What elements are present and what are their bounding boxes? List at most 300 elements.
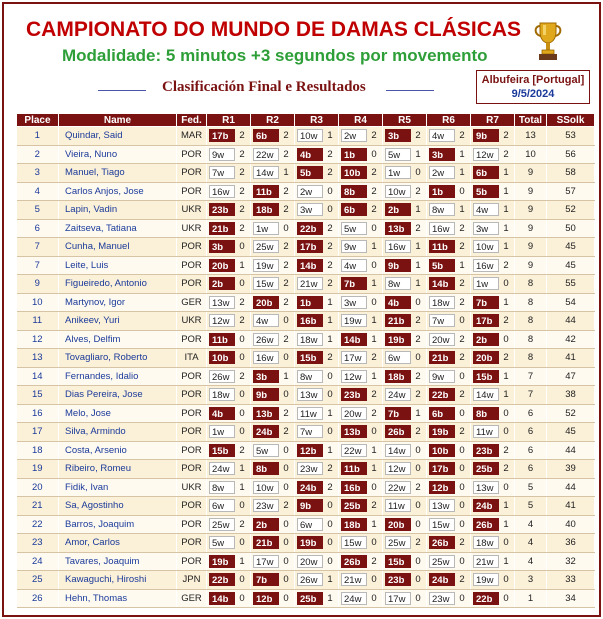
game-score: 2 [459,537,465,549]
game-score: 0 [459,481,465,493]
opponent-white: 24w [385,388,411,401]
round-result-cell [427,330,471,349]
game-score: 2 [239,130,245,142]
round-result-cell [383,534,427,553]
game-score: 0 [327,389,333,401]
opponent-black: 23b [209,203,235,216]
table-row [17,497,595,516]
opponent-black: 11b [429,240,455,253]
opponent-black: 21b [209,222,235,235]
player-name: Vieira, Nuno [59,145,177,164]
place-cell: 26 [17,589,59,608]
opponent-white: 5w [385,148,411,161]
ssolk-cell: 36 [547,534,595,553]
opponent-black: 6b [473,166,499,179]
player-name: Hehn, Thomas [59,589,177,608]
opponent-black: 25b [341,499,367,512]
opponent-black: 25b [473,462,499,475]
column-header: R4 [339,114,383,127]
game-score: 1 [503,241,509,253]
opponent-black: 18b [253,203,279,216]
round-result-cell [295,534,339,553]
round-result-cell [295,219,339,238]
federation-cell: POR [177,441,207,460]
opponent-white: 25w [429,555,455,568]
round-result-cell [207,349,251,368]
opponent-white: 23w [253,499,279,512]
game-score: 0 [327,426,333,438]
game-score: 0 [239,407,245,419]
federation-cell: POR [177,497,207,516]
game-score: 0 [283,518,289,530]
round-result-cell [295,478,339,497]
round-result-cell [207,589,251,608]
game-score: 1 [503,370,509,382]
game-score: 1 [415,259,421,271]
table-row [17,589,595,608]
player-name: Anikeev, Yuri [59,312,177,331]
column-header: R7 [471,114,515,127]
round-result-cell [207,238,251,257]
game-score: 1 [503,204,509,216]
opponent-white: 4w [341,259,367,272]
ssolk-cell: 38 [547,386,595,405]
opponent-white: 18w [297,333,323,346]
game-score: 1 [371,241,377,253]
game-score: 1 [371,444,377,456]
game-score: 2 [283,259,289,271]
opponent-black: 7b [341,277,367,290]
round-result-cell [471,182,515,201]
round-result-cell [251,349,295,368]
venue-date: 9/5/2024 [511,88,555,100]
player-name: Leite, Luis [59,256,177,275]
table-row [17,404,595,423]
ssolk-cell: 33 [547,571,595,590]
game-score: 1 [459,167,465,179]
opponent-white: 16w [209,185,235,198]
round-result-cell [383,441,427,460]
table-row [17,238,595,257]
round-result-cell [383,404,427,423]
player-name: Fidik, Ivan [59,478,177,497]
opponent-black: 17b [209,129,235,142]
opponent-white: 15w [429,518,455,531]
game-score: 1 [327,444,333,456]
round-result-cell [383,423,427,442]
game-score: 0 [239,241,245,253]
opponent-black: 19b [385,333,411,346]
game-score: 1 [503,167,509,179]
player-name: Lapin, Vadin [59,201,177,220]
opponent-black: 9b [297,499,323,512]
round-result-cell [471,164,515,183]
ssolk-cell: 45 [547,256,595,275]
game-score: 2 [239,315,245,327]
opponent-white: 6w [209,499,235,512]
opponent-white: 1w [385,166,411,179]
table-row [17,256,595,275]
game-score: 2 [415,426,421,438]
round-result-cell [471,256,515,275]
game-score: 2 [327,463,333,475]
round-result-cell [427,145,471,164]
game-score: 2 [459,130,465,142]
opponent-black: 15b [297,351,323,364]
game-score: 1 [415,204,421,216]
game-score: 1 [503,296,509,308]
table-row [17,201,595,220]
round-result-cell [339,293,383,312]
opponent-white: 10w [253,481,279,494]
round-result-cell [207,145,251,164]
game-score: 1 [415,407,421,419]
table-row [17,515,595,534]
place-cell: 23 [17,534,59,553]
ssolk-cell: 53 [547,127,595,146]
round-result-cell [383,238,427,257]
game-score: 1 [503,555,509,567]
game-score: 2 [283,407,289,419]
round-result-cell [471,441,515,460]
round-result-cell [471,589,515,608]
game-score: 0 [415,463,421,475]
game-score: 1 [371,315,377,327]
opponent-white: 20w [429,333,455,346]
round-result-cell [207,164,251,183]
game-score: 2 [371,555,377,567]
opponent-black: 11b [341,462,367,475]
round-result-cell [207,515,251,534]
game-score: 0 [239,352,245,364]
page-title: CAMPIONATO DO MUNDO DE DAMAS CLÁSICAS [26,18,522,41]
game-score: 0 [327,185,333,197]
game-score: 2 [283,426,289,438]
game-score: 0 [459,407,465,419]
opponent-white: 9w [429,370,455,383]
game-score: 1 [503,500,509,512]
opponent-black: 4b [385,296,411,309]
round-result-cell [339,460,383,479]
column-header: R1 [207,114,251,127]
game-score: 2 [459,296,465,308]
opponent-white: 17w [253,555,279,568]
game-score: 2 [459,222,465,234]
game-score: 2 [327,259,333,271]
round-result-cell [251,164,295,183]
round-result-cell [427,238,471,257]
round-result-cell [427,164,471,183]
column-header: R6 [427,114,471,127]
opponent-black: 23b [385,573,411,586]
table-row [17,293,595,312]
game-score: 2 [459,426,465,438]
opponent-white: 3w [341,296,367,309]
opponent-white: 2w [297,185,323,198]
total-cell: 7 [515,367,547,386]
table-row [17,349,595,368]
game-score: 0 [283,222,289,234]
opponent-white: 3w [473,222,499,235]
game-score: 0 [503,537,509,549]
opponent-white: 26w [209,370,235,383]
table-row [17,441,595,460]
game-score: 2 [327,222,333,234]
federation-cell: POR [177,460,207,479]
game-score: 0 [503,592,509,604]
ssolk-cell: 47 [547,367,595,386]
total-cell: 1 [515,589,547,608]
opponent-black: 7b [253,573,279,586]
round-result-cell [295,497,339,516]
opponent-white: 26w [253,333,279,346]
game-score: 2 [415,130,421,142]
opponent-black: 25b [297,592,323,605]
game-score: 0 [327,537,333,549]
round-result-cell [339,145,383,164]
game-score: 0 [415,555,421,567]
place-cell: 16 [17,404,59,423]
game-score: 2 [327,148,333,160]
round-result-cell [471,312,515,331]
opponent-white: 2w [429,166,455,179]
game-score: 2 [283,204,289,216]
opponent-black: 8b [473,407,499,420]
opponent-white: 7w [209,166,235,179]
opponent-black: 20b [209,259,235,272]
opponent-black: 14b [297,259,323,272]
game-score: 1 [327,407,333,419]
game-score: 0 [415,574,421,586]
opponent-white: 15w [341,536,367,549]
game-score: 0 [239,592,245,604]
total-cell: 9 [515,164,547,183]
opponent-black: 19b [209,555,235,568]
game-score: 1 [327,296,333,308]
game-score: 2 [239,370,245,382]
player-name: Costa, Arsenio [59,441,177,460]
round-result-cell [383,182,427,201]
game-score: 0 [459,518,465,530]
opponent-white: 5w [341,222,367,235]
federation-cell: POR [177,238,207,257]
opponent-white: 8w [385,277,411,290]
ssolk-cell: 57 [547,182,595,201]
game-score: 2 [327,352,333,364]
round-result-cell [471,423,515,442]
table-row [17,460,595,479]
round-result-cell [339,589,383,608]
game-score: 1 [239,259,245,271]
game-score: 1 [415,148,421,160]
round-result-cell [339,312,383,331]
opponent-white: 3w [297,203,323,216]
game-score: 0 [459,444,465,456]
round-result-cell [471,552,515,571]
round-result-cell [251,515,295,534]
opponent-black: 26b [473,518,499,531]
ssolk-cell: 50 [547,219,595,238]
place-cell: 12 [17,330,59,349]
game-score: 0 [283,481,289,493]
player-name: Cunha, Manuel [59,238,177,257]
heading-rule-right [386,90,434,91]
federation-cell: GER [177,293,207,312]
total-cell: 6 [515,441,547,460]
round-result-cell [339,182,383,201]
round-result-cell [339,571,383,590]
round-result-cell [295,589,339,608]
game-score: 1 [371,370,377,382]
round-result-cell [207,182,251,201]
round-result-cell [427,404,471,423]
game-score: 1 [327,574,333,586]
game-score: 0 [503,333,509,345]
opponent-black: 21b [429,351,455,364]
game-score: 2 [503,259,509,271]
opponent-black: 2b [253,518,279,531]
total-cell: 9 [515,219,547,238]
place-cell: 10 [17,293,59,312]
round-result-cell [339,256,383,275]
game-score: 0 [371,296,377,308]
game-score: 1 [371,278,377,290]
game-score: 0 [503,574,509,586]
opponent-black: 9b [253,388,279,401]
round-result-cell [339,441,383,460]
game-score: 0 [459,500,465,512]
opponent-black: 9b [385,259,411,272]
round-result-cell [207,367,251,386]
game-score: 2 [503,463,509,475]
place-cell: 4 [17,182,59,201]
round-result-cell [339,238,383,257]
game-score: 1 [327,130,333,142]
round-result-cell [207,330,251,349]
place-cell: 14 [17,367,59,386]
ssolk-cell: 44 [547,478,595,497]
opponent-white: 22w [341,444,367,457]
game-score: 0 [415,444,421,456]
opponent-white: 8w [209,481,235,494]
table-row [17,367,595,386]
table-row [17,386,595,405]
round-result-cell [427,552,471,571]
round-result-cell [383,293,427,312]
game-score: 0 [327,500,333,512]
game-score: 0 [371,592,377,604]
game-score: 0 [371,148,377,160]
opponent-white: 9w [209,148,235,161]
round-result-cell [427,534,471,553]
game-score: 0 [415,167,421,179]
ssolk-cell: 40 [547,515,595,534]
round-result-cell [471,404,515,423]
round-result-cell [207,441,251,460]
opponent-white: 8w [297,370,323,383]
total-cell: 10 [515,145,547,164]
game-score: 1 [459,148,465,160]
total-cell: 5 [515,497,547,516]
round-result-cell [383,164,427,183]
player-name: Martynov, Igor [59,293,177,312]
round-result-cell [295,330,339,349]
opponent-black: 17b [297,240,323,253]
round-result-cell [383,571,427,590]
game-score: 2 [239,185,245,197]
game-score: 2 [371,167,377,179]
opponent-white: 11w [297,407,323,420]
table-row [17,423,595,442]
opponent-black: 12b [429,481,455,494]
federation-cell: POR [177,145,207,164]
round-result-cell [383,386,427,405]
total-cell: 4 [515,552,547,571]
round-result-cell [295,423,339,442]
game-score: 0 [239,574,245,586]
game-score: 0 [459,592,465,604]
game-score: 2 [459,352,465,364]
opponent-white: 21w [473,555,499,568]
round-result-cell [383,497,427,516]
game-score: 2 [283,333,289,345]
game-score: 0 [459,370,465,382]
opponent-black: 5b [473,185,499,198]
round-result-cell [295,182,339,201]
game-score: 2 [415,333,421,345]
round-result-cell [339,275,383,294]
opponent-white: 25w [209,518,235,531]
opponent-white: 15w [253,277,279,290]
opponent-black: 3b [385,129,411,142]
opponent-black: 10b [341,166,367,179]
opponent-white: 25w [385,536,411,549]
opponent-black: 3b [429,148,455,161]
round-result-cell [207,460,251,479]
opponent-black: 24b [297,481,323,494]
total-cell: 6 [515,404,547,423]
round-result-cell [251,589,295,608]
table-header-row [17,114,595,127]
round-result-cell [207,293,251,312]
opponent-black: 22b [473,592,499,605]
opponent-black: 18b [385,370,411,383]
total-cell: 6 [515,460,547,479]
opponent-black: 3b [253,370,279,383]
ssolk-cell: 58 [547,164,595,183]
round-result-cell [383,478,427,497]
game-score: 0 [415,296,421,308]
round-result-cell [295,127,339,146]
game-score: 0 [283,574,289,586]
round-result-cell [339,201,383,220]
round-result-cell [295,164,339,183]
round-result-cell [471,127,515,146]
opponent-white: 24w [341,592,367,605]
opponent-black: 4b [209,407,235,420]
player-name: Barros, Joaquim [59,515,177,534]
round-result-cell [251,127,295,146]
total-cell: 4 [515,534,547,553]
round-result-cell [383,515,427,534]
ssolk-cell: 41 [547,349,595,368]
opponent-white: 16w [253,351,279,364]
round-result-cell [383,256,427,275]
player-name: Kawaguchi, Hiroshi [59,571,177,590]
round-result-cell [251,275,295,294]
table-row [17,312,595,331]
federation-cell: POR [177,552,207,571]
